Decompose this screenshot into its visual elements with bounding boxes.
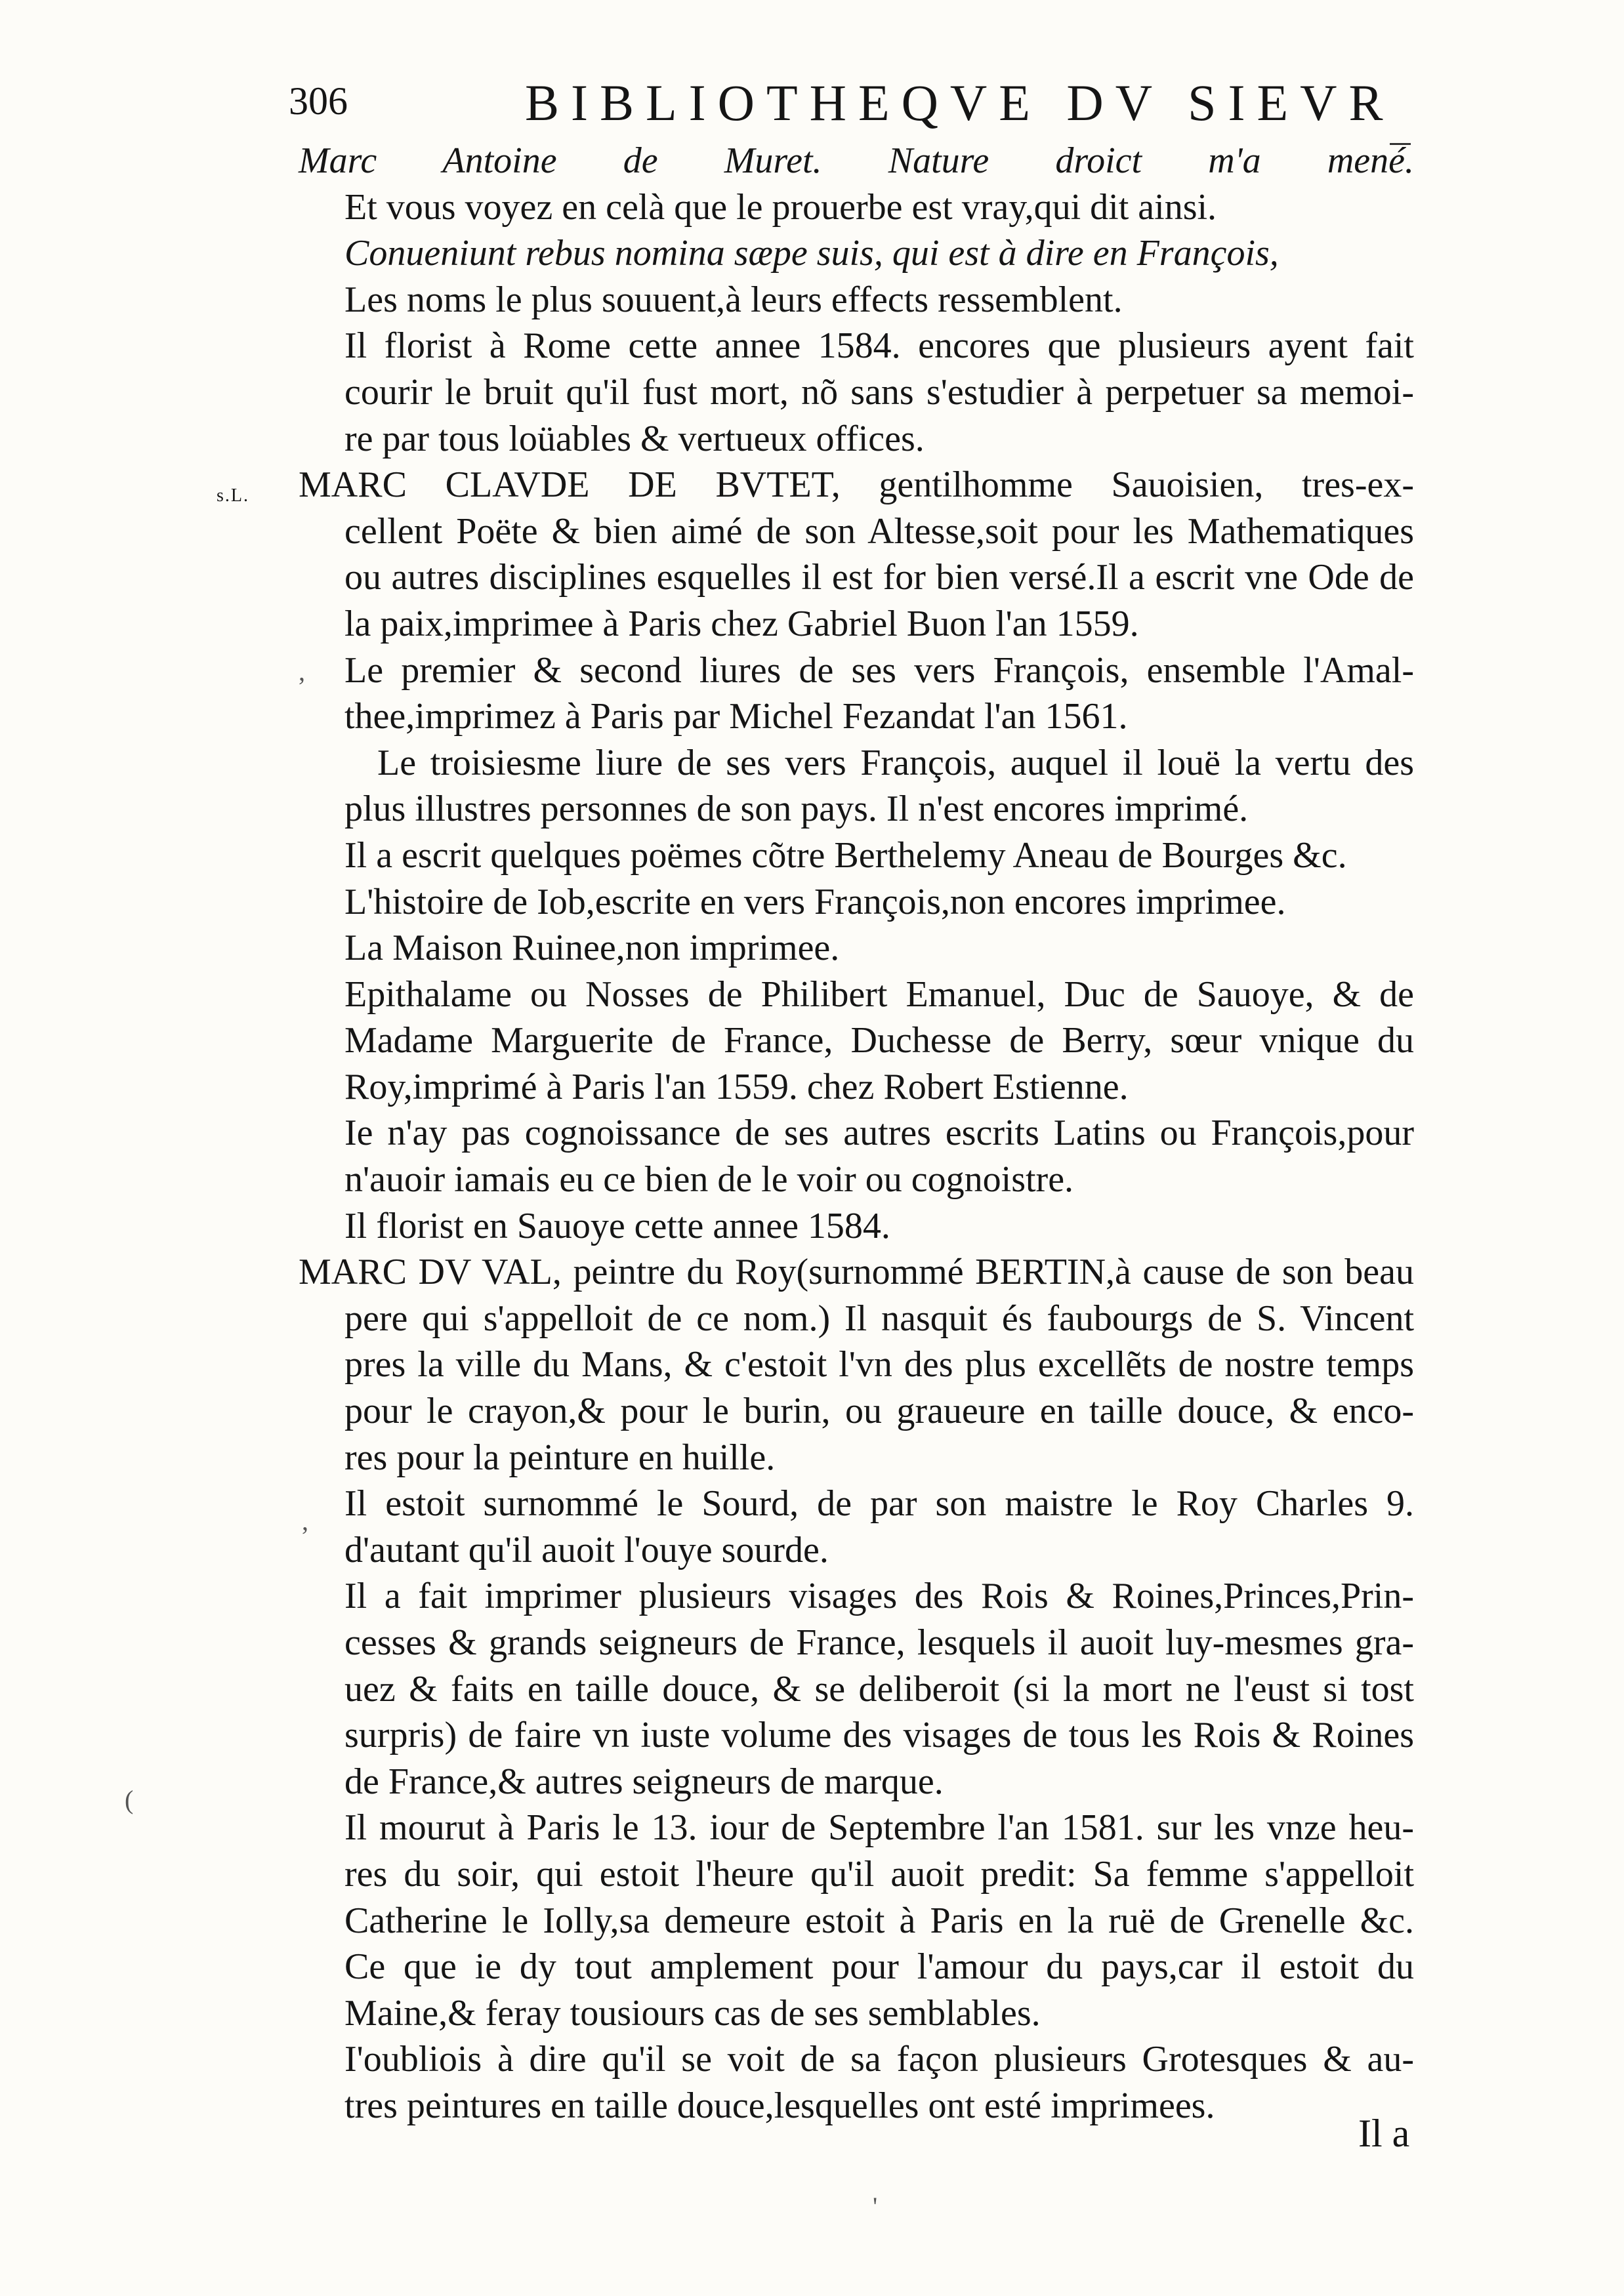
text-line: Madame Marguerite de France, Duchesse de Berry, sœur vnique du xyxy=(344,1020,1414,1061)
ink-speck: ( xyxy=(125,1785,134,1814)
text-line: Catherine le Iolly,sa demeure estoit à Paris en la ruë de Grenelle &c. xyxy=(344,1900,1414,1941)
text-line: n'auoir iamais eu ce bien de le voir ou cognoistre. xyxy=(344,1159,1074,1200)
text-line: tres peintures en taille douce,lesquelles ont esté imprimees. xyxy=(344,2085,1215,2126)
entry-heading-line: MARC DV VAL, peintre du Roy(surnommé BERTIN,à cause de son beau xyxy=(299,1252,1414,1293)
text-line: Conueniunt rebus nomina sæpe suis, qui est à dire en François, xyxy=(344,233,1279,274)
text-line: de France,& autres seigneurs de marque. xyxy=(344,1761,944,1802)
text-line: pour le crayon,& pour le burin, ou graueure en taille douce, & enco- xyxy=(344,1391,1414,1432)
text-line: Et vous voyez en celà que le prouerbe est vray,qui dit ainsi. xyxy=(344,186,1217,228)
text-line: Il estoit surnommé le Sourd, de par son maistre le Roy Charles 9. xyxy=(344,1483,1414,1525)
page-header xyxy=(289,60,1395,133)
ink-speck: ' xyxy=(873,2192,878,2221)
text-line: Les noms le plus souuent,à leurs effects ressemblent. xyxy=(344,279,1123,320)
text-line: res pour la peinture en huille. xyxy=(344,1437,776,1478)
text-line: cesses & grands seigneurs de France, lesquels il auoit luy-mesmes gra- xyxy=(344,1622,1414,1663)
text-line: plus illustres personnes de son pays. Il n'est encores imprimé. xyxy=(344,789,1249,830)
entry-heading-line: MARC CLAVDE DE BVTET, gentilhomme Sauoisien, tres-ex- xyxy=(299,464,1414,506)
text-line: ou autres disciplines esquelles il est for bien versé.Il a escrit vne Ode de xyxy=(344,557,1414,598)
text-line: Le troisiesme liure de ses vers François, auquel il louë la vertu des xyxy=(377,742,1414,783)
text-line: pere qui s'appelloit de ce nom.) Il nasquit és faubourgs de S. Vincent xyxy=(344,1298,1414,1339)
text-line: Ie n'ay pas cognoissance de ses autres escrits Latins ou François,pour xyxy=(344,1113,1414,1154)
text-line: Epithalame ou Nosses de Philibert Emanuel, Duc de Sauoye, & de xyxy=(344,974,1414,1015)
text-line: d'autant qu'il auoit l'ouye sourde. xyxy=(344,1529,829,1570)
text-line: Maine,& feray tousiours cas de ses semblables. xyxy=(344,1992,1041,2034)
text-line: uez & faits en taille douce, & se deliberoit (si la mort ne l'eust si tost xyxy=(344,1668,1414,1710)
text-line: Il mourut à Paris le 13. iour de Septembre l'an 1581. sur les vnze heu- xyxy=(344,1807,1414,1849)
page-number: 306 xyxy=(289,79,348,123)
ink-speck: , xyxy=(302,1506,308,1536)
text-line: cellent Poëte & bien aimé de son Altesse,soit pour les Mathematiques xyxy=(344,510,1414,552)
running-title: BIBLIOTHEQVE DV SIEVR xyxy=(525,74,1395,131)
text-line: Il a fait imprimer plusieurs visages des Rois & Roines,Princes,Prin- xyxy=(344,1576,1414,1617)
text-line: L'histoire de Iob,escrite en vers François,non encores imprimee. xyxy=(344,881,1286,922)
catchword: Il a xyxy=(1358,2112,1410,2155)
text-line: courir le bruit qu'il fust mort, nõ sans s'estudier à perpetuer sa memoi- xyxy=(344,371,1414,413)
text-line: Le premier & second liures de ses vers François, ensemble l'Amal- xyxy=(344,649,1414,691)
text-line: I'oubliois à dire qu'il se voit de sa façon plusieurs Grotesques & au- xyxy=(344,2039,1414,2080)
text-line: la paix,imprimee à Paris chez Gabriel Buon l'an 1559. xyxy=(344,603,1139,644)
text-body xyxy=(299,138,1414,2129)
text-line: re par tous loüables & vertueux offices. xyxy=(344,418,925,459)
text-line: surpris) de faire vn iuste volume des visages de tous les Rois & Roines xyxy=(344,1715,1414,1756)
ink-speck: , xyxy=(299,657,305,686)
text-line: Roy,imprimé à Paris l'an 1559. chez Robert Estienne. xyxy=(344,1066,1129,1107)
text-line: Ce que ie dy tout amplement pour l'amour du pays,car il estoit du xyxy=(344,1946,1414,1988)
text-line: Il a escrit quelques poëmes cõtre Berthelemy Aneau de Bourges &c. xyxy=(344,834,1347,876)
text-line: La Maison Ruinee,non imprimee. xyxy=(344,928,840,969)
text-line: Il florist à Rome cette annee 1584. encores que plusieurs ayent fait xyxy=(344,325,1414,367)
text-line: Marc Antoine de Muret. Nature droict m'a mené. xyxy=(299,140,1414,181)
margin-note: s.L. xyxy=(217,485,249,506)
text-line: pres la ville du Mans, & c'estoit l'vn des plus excellẽts de nostre temps xyxy=(344,1344,1414,1385)
text-line: Il florist en Sauoye cette annee 1584. xyxy=(344,1205,890,1246)
text-line: res du soir, qui estoit l'heure qu'il auoit predit: Sa femme s'appelloit xyxy=(344,1853,1414,1895)
text-line: thee,imprimez à Paris par Michel Fezandat l'an 1561. xyxy=(344,696,1128,737)
